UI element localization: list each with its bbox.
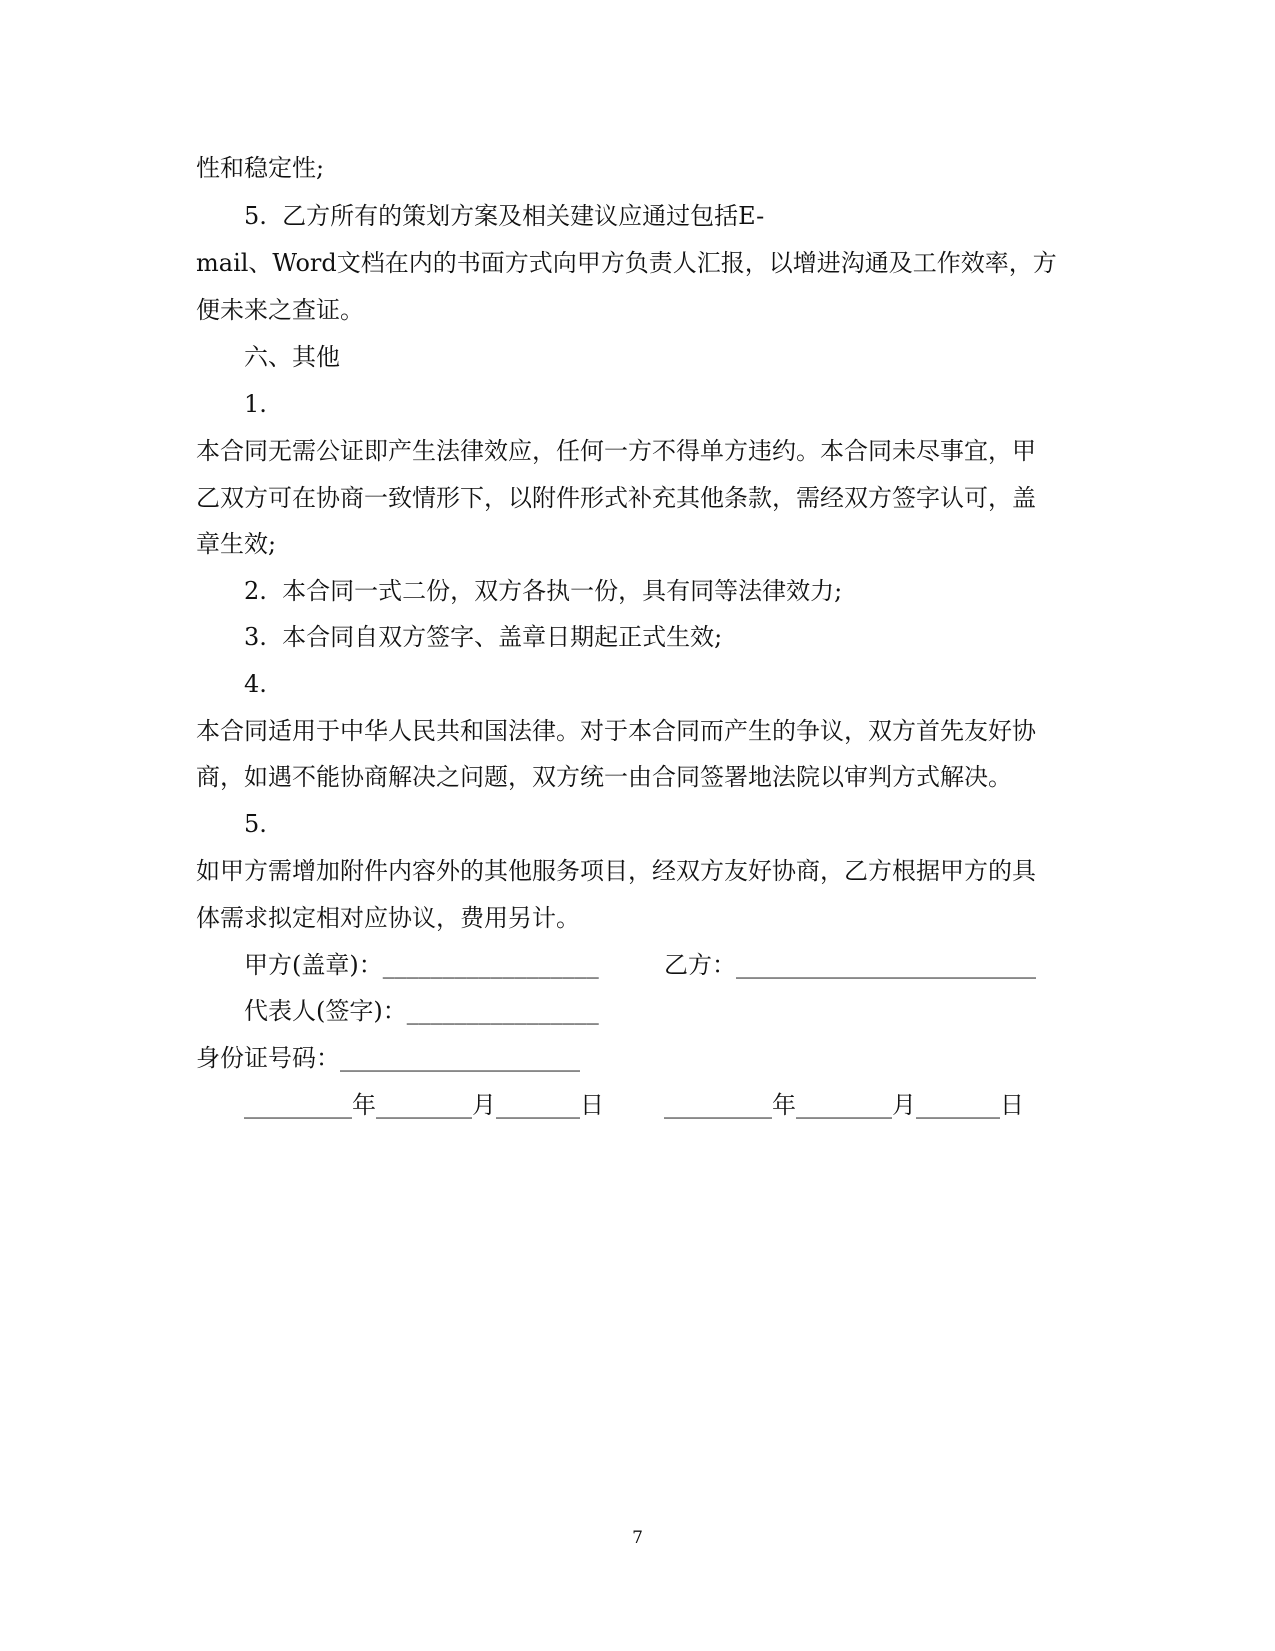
party-a-seal-line: 甲方(盖章)：__________________ [244, 951, 599, 979]
text-line: 本合同无需公证即产生法律效应，任何一方不得单方违约。本合同未尽事宜，甲 [196, 437, 1036, 465]
text-line: 2. 本合同一式二份，双方各执一份，具有同等法律效力; [244, 577, 843, 605]
party-b-date-line: _________年________月_______日 [664, 1091, 1024, 1119]
item-number: 4. [244, 670, 267, 698]
text-line: 性和稳定性; [196, 154, 325, 182]
text-line: 乙双方可在协商一致情形下，以附件形式补充其他条款，需经双方签字认可，盖 [196, 484, 1036, 512]
section-heading: 六、其他 [244, 343, 340, 371]
text-line: 本合同适用于中华人民共和国法律。对于本合同而产生的争议，双方首先友好协 [196, 717, 1036, 745]
text-line: 体需求拟定相对应协议，费用另计。 [196, 904, 580, 932]
party-a-date-line: _________年________月_______日 [244, 1091, 604, 1119]
text-line: 5. 乙方所有的策划方案及相关建议应通过包括E- [244, 202, 765, 230]
text-line: 如甲方需增加附件内容外的其他服务项目，经双方友好协商，乙方根据甲方的具 [196, 857, 1036, 885]
page-number: 7 [632, 1528, 643, 1548]
text-line: 章生效; [196, 530, 277, 558]
id-number-line: 身份证号码：____________________ [196, 1044, 580, 1072]
text-line: 便未来之查证。 [196, 296, 364, 324]
text-line: mail、Word文档在内的书面方式向甲方负责人汇报，以增进沟通及工作效率，方 [196, 249, 1057, 277]
text-line: 商，如遇不能协商解决之问题，双方统一由合同签署地法院以审判方式解决。 [196, 763, 1012, 791]
representative-signature-line: 代表人(签字)：________________ [244, 997, 599, 1025]
party-b-line: 乙方：_________________________ [664, 951, 1036, 979]
text-line: 3. 本合同自双方签字、盖章日期起正式生效; [244, 623, 723, 651]
item-number: 1. [244, 390, 267, 418]
item-number: 5. [244, 810, 267, 838]
